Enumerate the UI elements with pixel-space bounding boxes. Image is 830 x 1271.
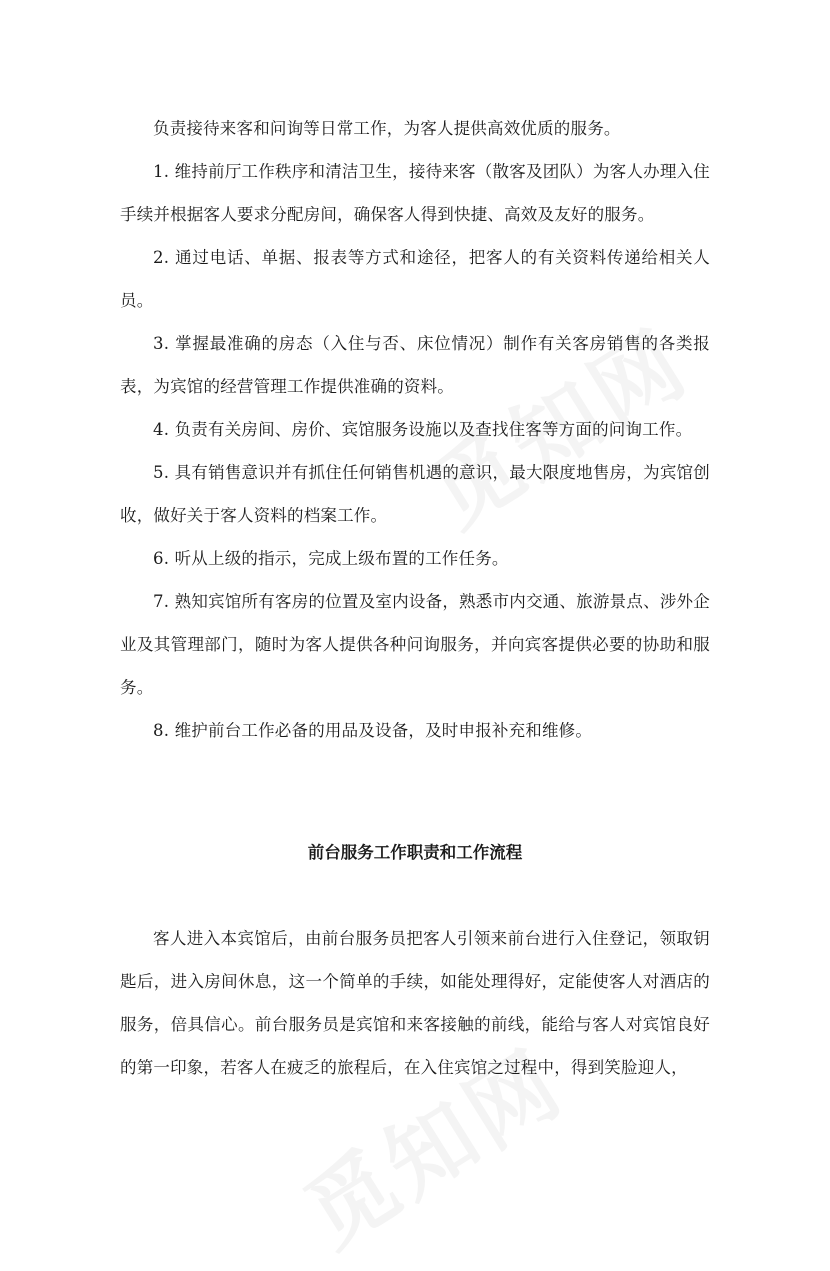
duty-item-6: 6. 听从上级的指示，完成上级布置的工作任务。 [153, 549, 509, 568]
duty-item-2: 2. 通过电话、单据、报表等方式和途径，把客人的有关资料传递给相关人员。 [120, 248, 710, 310]
duty-item-3: 3. 掌握最准确的房态（入住与否、床位情况）制作有关客房销售的各类报表，为宾馆的经营管理工作提供准确的资料。 [120, 334, 710, 396]
duty-item-1: 1. 维持前厅工作秩序和清洁卫生，接待来客（散客及团队）为客人办理入住手续并根据客人要求分配房间，确保客人得到快捷、高效及友好的服务。 [120, 162, 710, 224]
duty-item-7: 7. 熟知宾馆所有客房的位置及室内设备，熟悉市内交通、旅游景点、涉外企业及其管理部门，随时为客人提供各种问询服务，并向宾客提供必要的协助和服务。 [120, 592, 710, 697]
section-spacer [120, 752, 710, 831]
duty-item-8: 8. 维护前台工作必备的用品及设备，及时申报补充和维修。 [153, 721, 593, 740]
intro-paragraph: 负责接待来客和问询等日常工作，为客人提供高效优质的服务。 [153, 119, 621, 138]
workflow-section [120, 831, 710, 1089]
duty-item-5: 5. 具有销售意识并有抓住任何销售机遇的意识，最大限度地售房，为宾馆创收，做好关于客人资料的档案工作。 [120, 463, 710, 525]
workflow-paragraph: 客人进入本宾馆后，由前台服务员把客人引领来前台进行入住登记，领取钥匙后，进入房间休息，这一个简单的手续，如能处理得好，定能使客人对酒店的服务，倍具信心。前台服务员是宾馆和来客接触的前线，能给与客人对宾馆良好的第一印象，若客人在疲乏的旅程后，在入住宾馆之过程中，得到笑脸迎人， [120, 929, 710, 1077]
document-body [120, 107, 710, 1089]
title-spacer [120, 874, 710, 917]
duty-list-section [120, 107, 710, 752]
section-title: 前台服务工作职责和工作流程 [307, 843, 523, 862]
duty-item-4: 4. 负责有关房间、房价、宾馆服务设施以及查找住客等方面的问询工作。 [153, 420, 693, 439]
